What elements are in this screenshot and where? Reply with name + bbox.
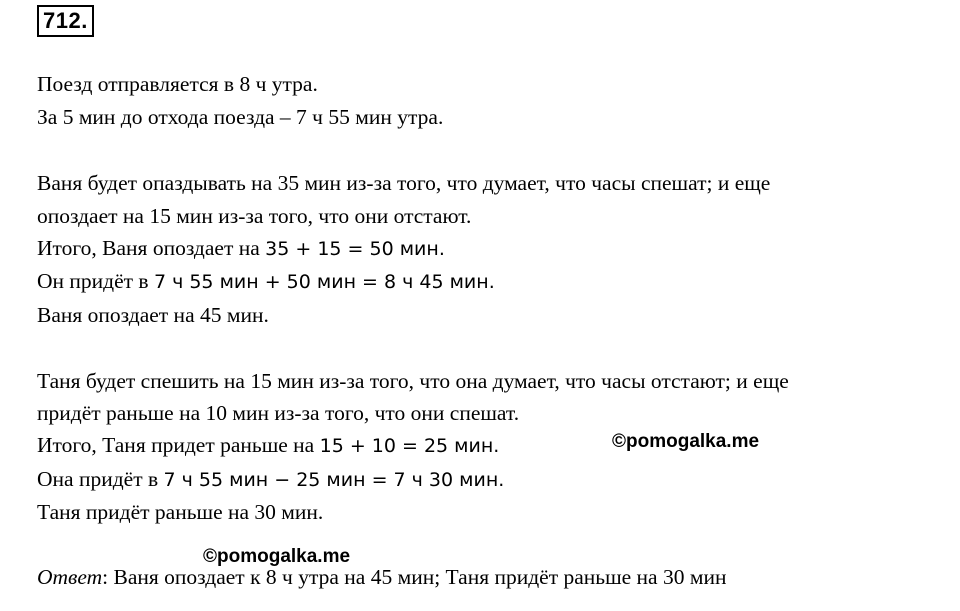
text-line: Поезд отправляется в 8 ч утра. (37, 72, 318, 96)
text-line: придёт раньше на 10 мин из-за того, что они спешат. (37, 401, 520, 425)
text-line (37, 432, 499, 459)
text-line: Таня придёт раньше на 30 мин. (37, 500, 324, 524)
text-line (37, 235, 445, 262)
line-text: Он придёт в (37, 269, 154, 293)
text-line: За 5 мин до отхода поезда – 7 ч 55 мин утра. (37, 105, 444, 129)
math-expression: 35 + 15 = 50 мин. (265, 238, 445, 260)
text-line (37, 268, 495, 295)
watermark: ©pomogalka.me (203, 546, 351, 567)
line-text: Она придёт в (37, 467, 164, 491)
answer-label: Ответ (37, 565, 103, 589)
text-line: Таня будет спешить на 15 мин из-за того, что она думает, что часы отстают; и еще (37, 369, 789, 393)
math-expression: 7 ч 55 мин − 25 мин = 7 ч 30 мин. (163, 469, 505, 491)
math-expression: 15 + 10 = 25 мин. (319, 435, 500, 457)
line-text: Итого, Ваня опоздает на (37, 236, 266, 260)
text-line: Ваня опоздает на 45 мин. (37, 303, 269, 327)
text-line: Ваня будет опаздывать на 35 мин из-за того, что думает, что часы спешат; и еще (37, 171, 771, 195)
problem-number: 712. (37, 5, 94, 37)
text-line: опоздает на 15 мин из-за того, что они отстают. (37, 204, 472, 228)
line-text: Итого, Таня придет раньше на (37, 433, 320, 457)
text-line (37, 466, 504, 493)
answer-text: : Ваня опоздает к 8 ч утра на 45 мин; Таня придёт раньше на 30 мин (102, 565, 727, 589)
answer-line (37, 564, 726, 590)
math-expression: 7 ч 55 мин + 50 мин = 8 ч 45 мин. (153, 271, 495, 293)
watermark: ©pomogalka.me (612, 431, 760, 452)
